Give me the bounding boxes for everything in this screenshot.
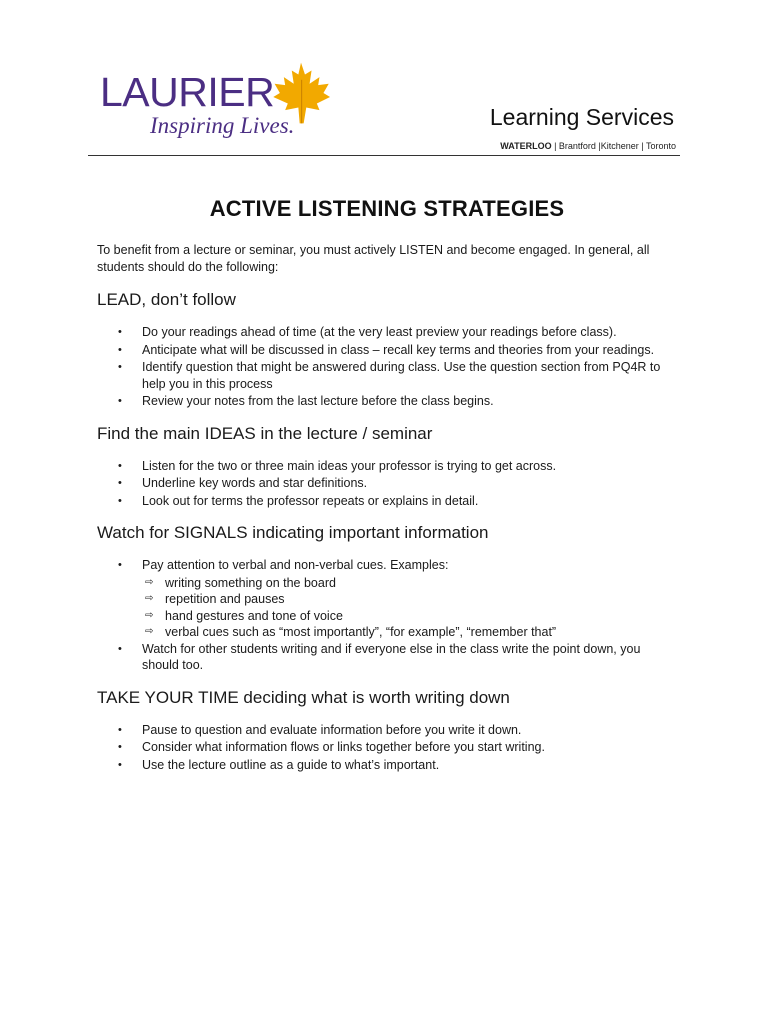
department-title: Learning Services [489, 104, 674, 130]
section-signals [97, 523, 677, 674]
list-item: • Listen for the two or three main ideas your professor is trying to get across. [97, 458, 677, 475]
page-title: ACTIVE LISTENING STRATEGIES [209, 196, 565, 221]
bullet-list [97, 557, 677, 674]
list-item: • Watch for other students writing and if everyone else in the class write the point down, you should too. [97, 641, 677, 674]
campus-primary: WATERLOO [500, 141, 552, 151]
list-item: • Review your notes from the last lecture before the class begins. [97, 393, 677, 410]
document-body [97, 196, 677, 787]
list-item: • Use the lecture outline as a guide to what’s important. [97, 757, 677, 774]
sub-list-item: ⇨ hand gestures and tone of voice [97, 608, 677, 625]
section-heading: Find the main IDEAS in the lecture / seminar [97, 423, 433, 443]
bullet-list [97, 324, 677, 410]
page-header [0, 0, 768, 160]
list-item: • Pause to question and evaluate information before you write it down. [97, 722, 677, 739]
list-item: • Underline key words and star definitions. [97, 475, 677, 492]
section-lead [97, 290, 677, 410]
bullet-list [97, 458, 677, 510]
list-item: • Consider what information flows or links together before you start writing. [97, 739, 677, 756]
section-heading: Watch for SIGNALS indicating important information [97, 523, 489, 542]
bullet-list [97, 722, 677, 774]
list-item: • Anticipate what will be discussed in class – recall key terms and theories from your readings. [97, 342, 677, 359]
laurier-logo [100, 62, 340, 152]
logo-wordmark: LAURIER [100, 69, 275, 115]
section-heading: TAKE YOUR TIME deciding what is worth writing down [97, 687, 510, 707]
logo-tagline: Inspiring Lives. [150, 113, 295, 138]
sub-list-item: ⇨ verbal cues such as “most importantly”, “for example”, “remember that” [97, 624, 677, 641]
section-take-time [97, 688, 677, 774]
list-item: • Do your readings ahead of time (at the very least preview your readings before class). [97, 324, 677, 341]
header-divider [88, 155, 680, 156]
sub-list-item: ⇨ repetition and pauses [97, 591, 677, 608]
section-heading: LEAD, don’t follow [97, 290, 236, 309]
intro-paragraph: To benefit from a lecture or seminar, you must actively LISTEN and become engaged. In general, all students should do the following: [97, 243, 650, 274]
campus-list [500, 142, 676, 151]
list-item: • Pay attention to verbal and non-verbal cues. Examples: [97, 557, 677, 574]
section-ideas [97, 424, 677, 510]
sub-list-item: ⇨ writing something on the board [97, 575, 677, 592]
campus-others: | Brantford |Kitchener | Toronto [551, 141, 676, 151]
list-item: • Identify question that might be answered during class. Use the question section from PQ4R to help you in this process [97, 359, 677, 392]
list-item: • Look out for terms the professor repeats or explains in detail. [97, 493, 677, 510]
